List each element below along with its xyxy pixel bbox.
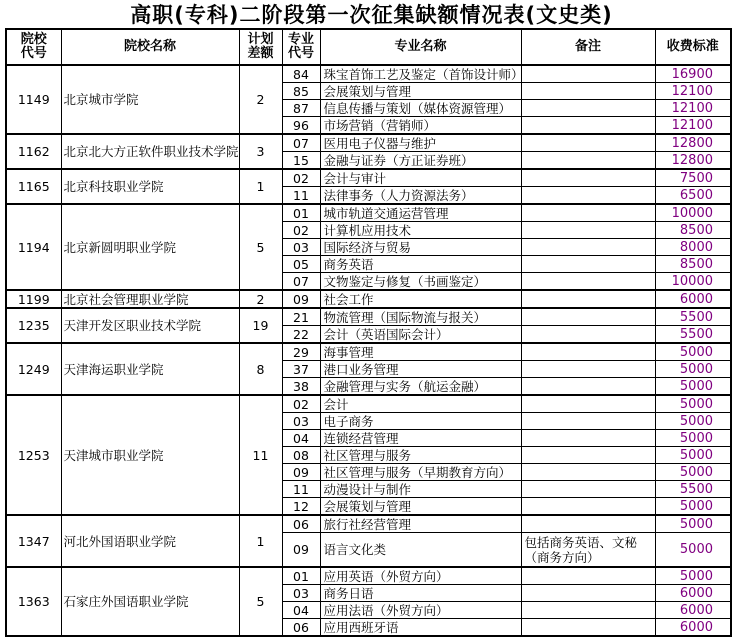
college-code-cell: 1149 (6, 65, 61, 134)
major-code-cell: 04 (282, 430, 320, 447)
fee-cell: 5000 (655, 343, 731, 361)
remark-cell (521, 290, 655, 308)
plan-deficit-cell: 5 (239, 567, 282, 636)
college-code-cell: 1363 (6, 567, 61, 636)
remark-cell (521, 567, 655, 585)
major-name-cell: 应用法语（外贸方向） (320, 602, 521, 619)
fee-cell: 5000 (655, 361, 731, 378)
major-name-cell: 法律事务（人力资源法务） (320, 187, 521, 205)
table-row (6, 343, 731, 361)
page-title: 高职(专科)二阶段第一次征集缺额情况表(文史类) (130, 3, 613, 27)
major-name-cell: 城市轨道交通运营管理 (320, 204, 521, 222)
major-code-cell: 22 (282, 326, 320, 344)
major-code-cell: 03 (282, 413, 320, 430)
college-name-cell: 北京社会管理职业学院 (61, 290, 239, 308)
fee-cell: 12800 (655, 152, 731, 170)
remark-cell (521, 187, 655, 205)
plan-deficit-cell: 1 (239, 169, 282, 204)
remark-cell (521, 65, 655, 83)
major-code-cell: 87 (282, 100, 320, 117)
fee-cell: 6000 (655, 619, 731, 637)
remark-cell (521, 134, 655, 152)
major-name-cell: 会展策划与管理 (320, 83, 521, 100)
major-name-cell: 社区管理与服务（早期教育方向） (320, 464, 521, 481)
remark-cell (521, 602, 655, 619)
header-college-code: 院校 代号 (6, 29, 61, 65)
college-name-cell: 天津海运职业学院 (61, 343, 239, 395)
remark-cell (521, 326, 655, 344)
fee-cell: 6000 (655, 290, 731, 308)
college-code-cell: 1165 (6, 169, 61, 204)
remark-cell (521, 430, 655, 447)
major-code-cell: 12 (282, 498, 320, 516)
remark-cell (521, 585, 655, 602)
fee-cell: 5000 (655, 498, 731, 516)
remark-cell (521, 222, 655, 239)
remark-cell (521, 100, 655, 117)
remark-cell (521, 447, 655, 464)
table-row (6, 567, 731, 585)
college-code-cell: 1162 (6, 134, 61, 169)
fee-cell: 10000 (655, 273, 731, 291)
college-name-cell: 北京城市学院 (61, 65, 239, 134)
remark-cell (521, 256, 655, 273)
college-name-cell: 天津城市职业学院 (61, 395, 239, 515)
major-code-cell: 06 (282, 515, 320, 533)
major-code-cell: 03 (282, 239, 320, 256)
remark-cell (521, 273, 655, 291)
fee-cell: 5500 (655, 308, 731, 326)
major-code-cell: 37 (282, 361, 320, 378)
table-row (6, 134, 731, 152)
major-code-cell: 02 (282, 169, 320, 187)
fee-cell: 5500 (655, 326, 731, 344)
major-name-cell: 医用电子仪器与维护 (320, 134, 521, 152)
table-header (6, 29, 731, 65)
major-name-cell: 金融管理与实务（航运金融） (320, 378, 521, 396)
college-name-cell: 北京北大方正软件职业技术学院 (61, 134, 239, 169)
major-code-cell: 04 (282, 602, 320, 619)
major-code-cell: 96 (282, 117, 320, 135)
plan-deficit-cell: 19 (239, 308, 282, 343)
fee-cell: 5000 (655, 430, 731, 447)
major-name-cell: 语言文化类 (320, 533, 521, 568)
header-major-code: 专业 代号 (282, 29, 320, 65)
fee-cell: 16900 (655, 65, 731, 83)
major-name-cell: 文物鉴定与修复（书画鉴定） (320, 273, 521, 291)
fee-cell: 7500 (655, 169, 731, 187)
table-row (6, 290, 731, 308)
major-name-cell: 港口业务管理 (320, 361, 521, 378)
fee-cell: 5000 (655, 567, 731, 585)
remark-cell (521, 395, 655, 413)
major-name-cell: 旅行社经营管理 (320, 515, 521, 533)
major-code-cell: 15 (282, 152, 320, 170)
major-code-cell: 07 (282, 273, 320, 291)
major-code-cell: 03 (282, 585, 320, 602)
major-code-cell: 05 (282, 256, 320, 273)
college-name-cell: 北京新圆明职业学院 (61, 204, 239, 290)
remark-cell (521, 619, 655, 637)
major-code-cell: 09 (282, 464, 320, 481)
table-row (6, 308, 731, 326)
major-code-cell: 11 (282, 187, 320, 205)
fee-cell: 6000 (655, 585, 731, 602)
fee-cell: 5000 (655, 464, 731, 481)
major-code-cell: 09 (282, 290, 320, 308)
fee-cell: 12800 (655, 134, 731, 152)
major-name-cell: 会计 (320, 395, 521, 413)
major-name-cell: 应用英语（外贸方向） (320, 567, 521, 585)
fee-cell: 5500 (655, 481, 731, 498)
fee-cell: 12100 (655, 117, 731, 135)
major-name-cell: 动漫设计与制作 (320, 481, 521, 498)
major-name-cell: 金融与证券（方正证券班） (320, 152, 521, 170)
remark-cell (521, 515, 655, 533)
plan-deficit-cell: 3 (239, 134, 282, 169)
major-code-cell: 38 (282, 378, 320, 396)
table-body (6, 65, 731, 636)
remark-cell (521, 464, 655, 481)
remark-cell (521, 83, 655, 100)
plan-deficit-cell: 2 (239, 65, 282, 134)
college-name-cell: 河北外国语职业学院 (61, 515, 239, 567)
remark-cell (521, 498, 655, 516)
major-name-cell: 会计（英语国际会计） (320, 326, 521, 344)
major-code-cell: 08 (282, 447, 320, 464)
major-name-cell: 社区管理与服务 (320, 447, 521, 464)
table-row (6, 515, 731, 533)
major-name-cell: 物流管理（国际物流与报关） (320, 308, 521, 326)
header-plan-deficit: 计划 差额 (239, 29, 282, 65)
college-code-cell: 1249 (6, 343, 61, 395)
major-name-cell: 会计与审计 (320, 169, 521, 187)
remark-cell (521, 117, 655, 135)
remark-cell (521, 361, 655, 378)
remark-cell (521, 204, 655, 222)
major-code-cell: 29 (282, 343, 320, 361)
fee-cell: 12100 (655, 83, 731, 100)
fee-cell: 5000 (655, 515, 731, 533)
major-name-cell: 海事管理 (320, 343, 521, 361)
remark-cell (521, 308, 655, 326)
plan-deficit-cell: 2 (239, 290, 282, 308)
header-major-name: 专业名称 (320, 29, 521, 65)
college-code-cell: 1194 (6, 204, 61, 290)
major-name-cell: 商务英语 (320, 256, 521, 273)
fee-cell: 6000 (655, 602, 731, 619)
table-row (6, 169, 731, 187)
major-code-cell: 01 (282, 567, 320, 585)
college-name-cell: 天津开发区职业技术学院 (61, 308, 239, 343)
remark-cell (521, 413, 655, 430)
major-name-cell: 社会工作 (320, 290, 521, 308)
fee-cell: 8000 (655, 239, 731, 256)
college-name-cell: 北京科技职业学院 (61, 169, 239, 204)
major-name-cell: 市场营销（营销师） (320, 117, 521, 135)
plan-deficit-cell: 11 (239, 395, 282, 515)
fee-cell: 5000 (655, 395, 731, 413)
table-row (6, 395, 731, 413)
remark-cell (521, 152, 655, 170)
remark-cell (521, 343, 655, 361)
major-name-cell: 应用西班牙语 (320, 619, 521, 637)
plan-deficit-cell: 5 (239, 204, 282, 290)
remark-cell (521, 378, 655, 396)
table-row (6, 65, 731, 83)
major-code-cell: 02 (282, 395, 320, 413)
major-name-cell: 会展策划与管理 (320, 498, 521, 516)
fee-cell: 5000 (655, 533, 731, 568)
remark-cell (521, 481, 655, 498)
college-code-cell: 1347 (6, 515, 61, 567)
remark-cell: 包括商务英语、文秘（商务方向） (521, 533, 655, 568)
major-name-cell: 连锁经营管理 (320, 430, 521, 447)
major-name-cell: 计算机应用技术 (320, 222, 521, 239)
fee-cell: 8500 (655, 256, 731, 273)
major-name-cell: 珠宝首饰工艺及鉴定（首饰设计师） (320, 65, 521, 83)
major-code-cell: 01 (282, 204, 320, 222)
major-code-cell: 21 (282, 308, 320, 326)
fee-cell: 5000 (655, 413, 731, 430)
major-code-cell: 84 (282, 65, 320, 83)
fee-cell: 12100 (655, 100, 731, 117)
major-name-cell: 电子商务 (320, 413, 521, 430)
plan-deficit-cell: 8 (239, 343, 282, 395)
college-name-cell: 石家庄外国语职业学院 (61, 567, 239, 636)
vacancy-table (5, 28, 732, 637)
fee-cell: 6500 (655, 187, 731, 205)
major-code-cell: 06 (282, 619, 320, 637)
major-name-cell: 国际经济与贸易 (320, 239, 521, 256)
major-code-cell: 09 (282, 533, 320, 568)
college-code-cell: 1253 (6, 395, 61, 515)
major-code-cell: 11 (282, 481, 320, 498)
college-code-cell: 1199 (6, 290, 61, 308)
major-name-cell: 信息传播与策划（媒体资源管理） (320, 100, 521, 117)
remark-cell (521, 239, 655, 256)
fee-cell: 5000 (655, 447, 731, 464)
fee-cell: 10000 (655, 204, 731, 222)
header-college-name: 院校名称 (61, 29, 239, 65)
fee-cell: 5000 (655, 378, 731, 396)
college-code-cell: 1235 (6, 308, 61, 343)
header-row (6, 29, 731, 65)
header-remark: 备注 (521, 29, 655, 65)
table-row (6, 204, 731, 222)
fee-cell: 8500 (655, 222, 731, 239)
remark-cell (521, 169, 655, 187)
plan-deficit-cell: 1 (239, 515, 282, 567)
major-code-cell: 02 (282, 222, 320, 239)
major-name-cell: 商务日语 (320, 585, 521, 602)
header-fee: 收费标准 (655, 29, 731, 65)
major-code-cell: 85 (282, 83, 320, 100)
major-code-cell: 07 (282, 134, 320, 152)
